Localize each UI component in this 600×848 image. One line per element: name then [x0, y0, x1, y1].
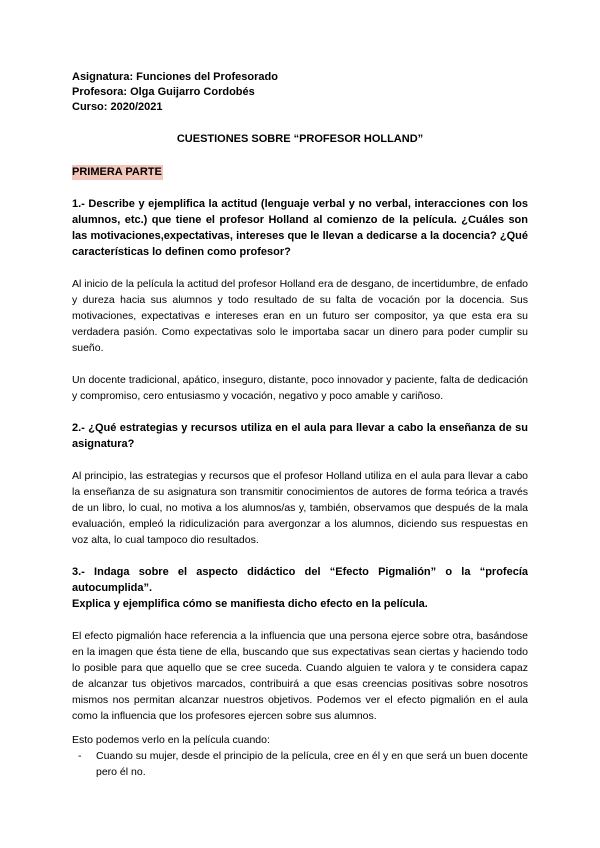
teacher-line: Profesora: Olga Guijarro Cordobés [72, 86, 255, 98]
answer-1-paragraph-1: Al inicio de la película la actitud del profesor Holland era de desgano, de incertidumbre, de enfado y dureza hacia sus alumnos y todo resultado de su falta de vocación por la docencia. Sus motivaciones, expectativas e intereses eran en un futuro ser compositor, ya que esta era su verdadera pasión. Como expectativas solo le importaba sacar un dinero para poder cumplir su sueño. [72, 278, 528, 354]
document-body [72, 70, 528, 780]
answer-1-paragraph-2: Un docente tradicional, apático, inseguro, distante, poco innovador y paciente, falta de dedicación y compromiso, cero entusiasmo y vocación, negativo y poco amable y cariñoso. [72, 374, 528, 402]
example-list [72, 748, 528, 780]
answer-3-intro: Esto podemos verlo en la película cuando: [72, 734, 270, 746]
list-item-text: Cuando su mujer, desde el principio de la película, cree en él y en que será un buen docente pero él no. [96, 750, 528, 778]
list-dash: - [78, 750, 82, 762]
question-3 [72, 564, 528, 612]
question-3-line-1: 3.- Indaga sobre el aspecto didáctico del “Efecto Pigmalión” o la “profecía autocumplida”. [72, 566, 528, 594]
question-1: 1.- Describe y ejemplifica la actitud (lenguaje verbal y no verbal, interacciones con los alumnos, etc.) que tiene el profesor Holland al comienzo de la película. ¿Cuáles son las motivaciones,expectativas, intereses que le llevan a dedicarse a la docencia? ¿Qué características lo definen como profesor? [72, 198, 528, 258]
question-2: 2.- ¿Qué estrategias y recursos utiliza en el aula para llevar a cabo la enseñanza de su asignatura? [72, 422, 528, 450]
answer-2-paragraph: Al principio, las estrategias y recursos que el profesor Holland utiliza en el aula para llevar a cabo la enseñanza de su asignatura son transmitir conocimientos de autores de forma teórica a través de un libro, lo cual, no motiva a los alumnos/as y, también, observamos que después de la mala evaluación, empleó la ridiculización para avergonzar a los alumnos, diciendo sus respuestas en voz alta, lo cual tampoco dio resultados. [72, 470, 528, 546]
course-line: Curso: 2020/2021 [72, 101, 163, 113]
document-title: CUESTIONES SOBRE “PROFESOR HOLLAND” [176, 133, 424, 145]
part-label: PRIMERA PARTE [72, 166, 162, 178]
subject-line: Asignatura: Funciones del Profesorado [72, 71, 278, 83]
list-item [72, 748, 528, 780]
answer-3-paragraph-1: El efecto pigmalión hace referencia a la influencia que una persona ejerce sobre otra, basándose en la imagen que ésta tiene de ella, buscando que sus expectativas sean ciertas y haciendo todo lo posible para que aquello que se cree suceda. Cuando alguien te valora y te considera capaz de alcanzar tus objetivos marcados, contribuirá a que esas creencias positivas sobre nosotros mismos nos permitan alcanzar nuestros objetivos. Podemos ver el efecto pigmalión en el aula como la influencia que los profesores ejercen sobre sus alumnos. [72, 630, 528, 722]
question-3-line-2: Explica y ejemplifica cómo se manifiesta dicho efecto en la película. [72, 598, 428, 610]
